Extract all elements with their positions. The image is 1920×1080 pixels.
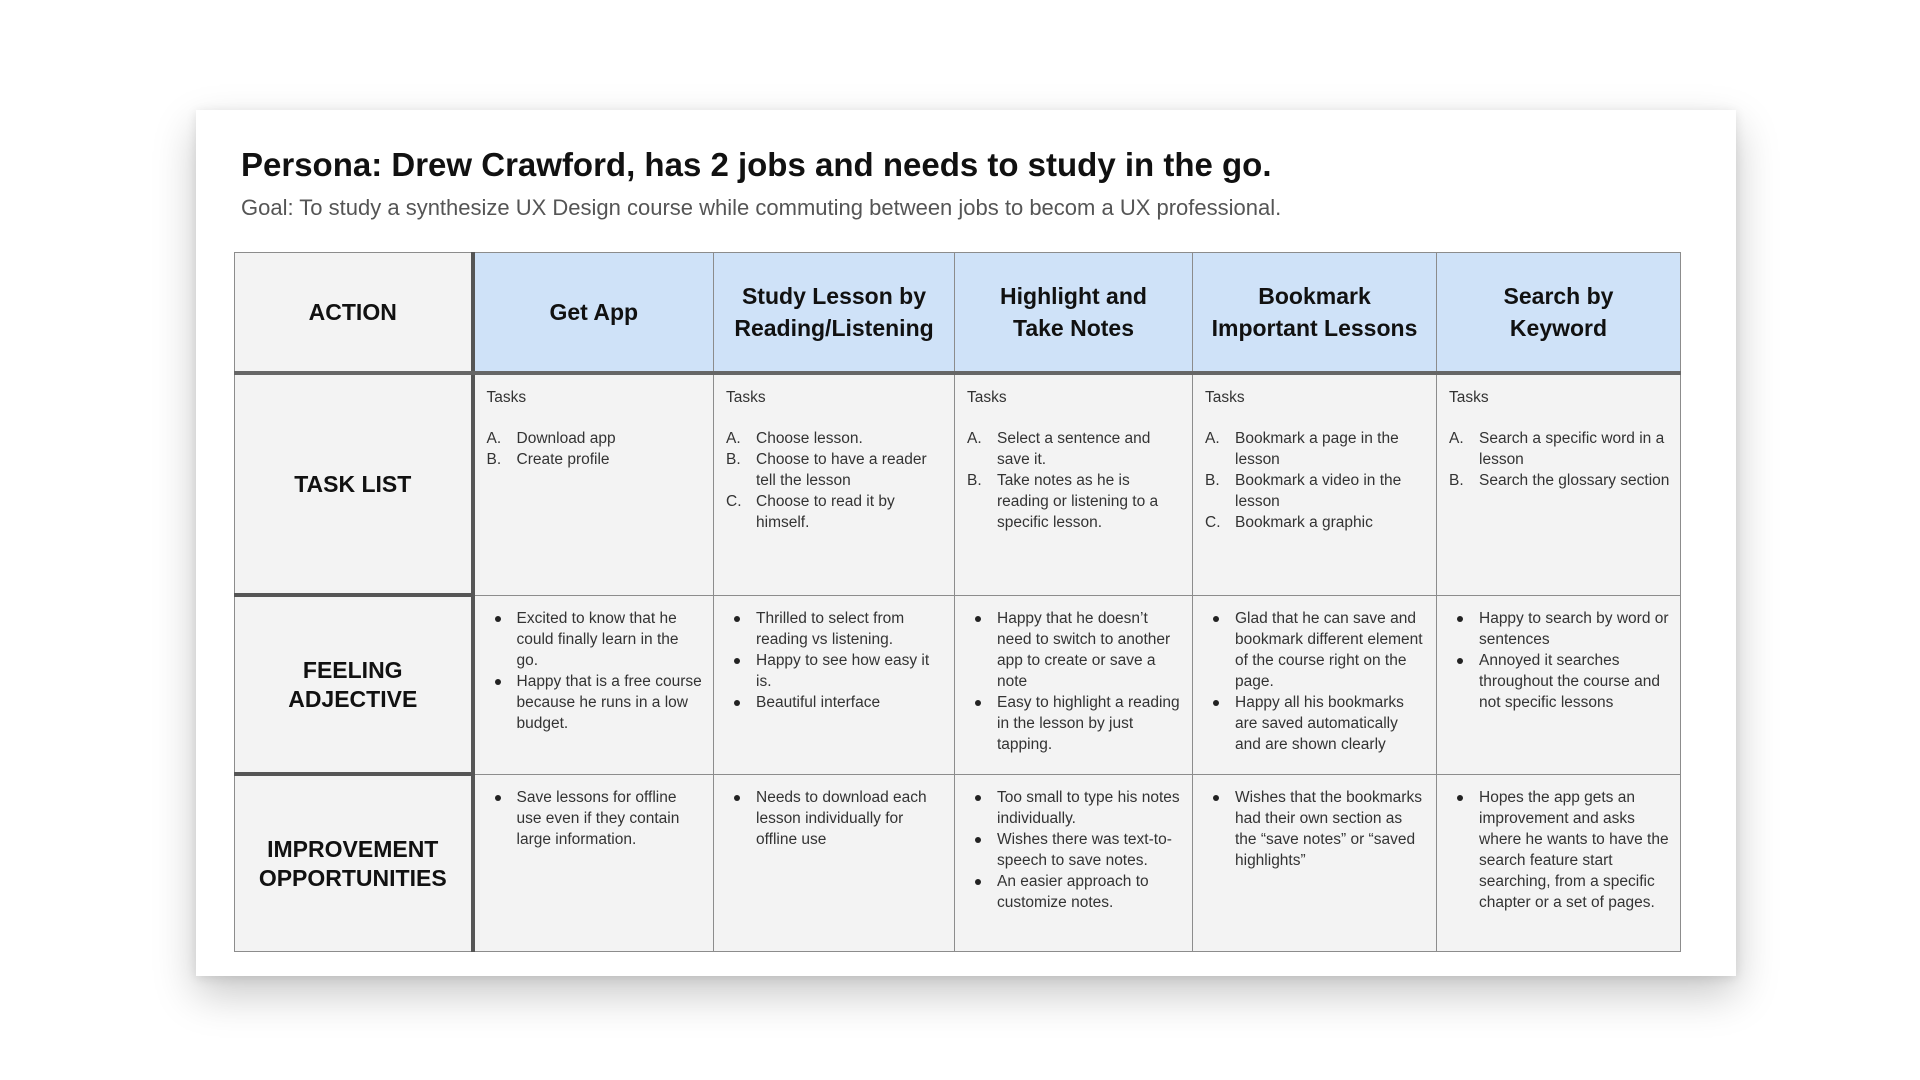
list-item [1205,512,1426,533]
list-marker: A. [726,430,741,447]
user-journey-table [234,252,1681,952]
feeling-list [1205,608,1426,755]
improvement-list [967,787,1182,913]
task-list [1449,428,1670,491]
list-item: Happy that is a free course because he runs in a low budget. [487,671,704,734]
row-label-line: OPPORTUNITIES [258,864,447,891]
task-list [726,428,944,533]
improvement-cell-highlight-notes [955,774,1193,952]
task-list [487,428,704,470]
list-item [967,428,1182,470]
list-item-text: Bookmark a page in the lesson [1235,430,1399,468]
feeling-cell-bookmark [1193,595,1437,774]
column-header-get-app [473,253,714,374]
list-item [1449,428,1670,470]
column-header-line: Keyword [1509,315,1608,341]
feeling-list [726,608,944,713]
list-item [726,428,944,449]
list-item [487,449,704,470]
list-item: Thrilled to select from reading vs listening. [726,608,944,650]
feeling-cell-get-app [473,595,714,774]
list-item [487,428,704,449]
list-marker: B. [726,451,741,468]
improvement-cell-bookmark [1193,774,1437,952]
task-list-row [235,373,1681,595]
list-item: Wishes that the bookmarks had their own section as the “save notes” or “saved highlights” [1205,787,1426,871]
list-marker: B. [486,451,502,468]
task-cell-get-app [473,373,714,595]
row-label-line: ADJECTIVE [288,685,418,712]
tasks-label: Tasks [726,389,766,406]
list-item [1205,428,1426,470]
list-item: Too small to type his notes individually. [967,787,1182,829]
improvement-cell-get-app [473,774,714,952]
list-item-text: Create profile [516,451,610,468]
task-list [1205,428,1426,533]
list-item: Happy all his bookmarks are saved automatically and are shown clearly [1205,692,1426,755]
task-cell-highlight-notes [955,373,1193,595]
list-item: Annoyed it searches throughout the course and not specific lessons [1449,650,1670,713]
column-header-bookmark [1193,253,1437,374]
list-item: Happy to see how easy it is. [726,650,944,692]
list-marker: B. [967,472,982,489]
column-header-study-lesson [714,253,955,374]
list-item [726,491,944,533]
list-item-text: Select a sentence and save it. [997,430,1151,468]
column-header-line: Search by [1503,283,1614,309]
tasks-label: Tasks [1449,389,1489,406]
list-item-text: Choose to read it by himself. [756,493,895,531]
column-header-line: Highlight and [1000,283,1147,309]
tasks-label: Tasks [1205,389,1245,406]
list-item: An easier approach to customize notes. [967,871,1182,913]
list-item-text: Bookmark a video in the lesson [1235,472,1402,510]
column-header-line: Get App [549,299,639,325]
list-item [967,470,1182,533]
list-item-text: Choose lesson. [756,430,863,447]
list-item-text: Search the glossary section [1479,472,1670,489]
improvement-cell-search [1437,774,1681,952]
journey-map-card [196,110,1736,976]
task-cell-study-lesson [714,373,955,595]
list-item-text: Search a specific word in a lesson [1479,430,1665,468]
improvement-list [726,787,944,850]
list-item: Save lessons for offline use even if they contain large information. [487,787,704,850]
list-item-text: Choose to have a reader tell the lesson [756,451,927,489]
list-item-text: Bookmark a graphic [1235,514,1373,531]
row-label-line: FEELING [302,656,403,683]
list-item: Excited to know that he could finally learn in the go. [487,608,704,671]
action-header: ACTION [235,253,473,374]
column-header-line: Bookmark [1258,283,1371,309]
list-marker: C. [1205,514,1221,531]
persona-title: Persona: Drew Crawford, has 2 jobs and needs to study in the go. [241,146,1272,183]
feeling-cell-highlight-notes [955,595,1193,774]
list-marker: B. [1205,472,1220,489]
improvement-list [487,787,704,850]
feeling-cell-study-lesson [714,595,955,774]
list-marker: A. [1449,430,1464,447]
task-cell-search [1437,373,1681,595]
list-item [726,449,944,491]
persona-goal: Goal: To study a synthesize UX Design course while commuting between jobs to becom a UX professional. [241,195,1282,220]
task-list [967,428,1182,533]
improvement-list [1449,787,1670,913]
list-item: Needs to download each lesson individually for offline use [726,787,944,850]
list-item: Happy that he doesn’t need to switch to another app to create or save a note [967,608,1182,692]
list-marker: C. [726,493,742,510]
list-item: Hopes the app gets an improvement and asks where he wants to have the search feature start searching, from a specific chapter or a set of pages. [1449,787,1670,913]
task-list-label: TASK LIST [235,373,473,595]
column-header-line: Reading/Listening [734,315,934,341]
list-item: Easy to highlight a reading in the lesson by just tapping. [967,692,1182,755]
tasks-label: Tasks [486,389,527,406]
list-item-text: Download app [516,430,616,447]
tasks-label: Tasks [967,389,1007,406]
list-item: Wishes there was text-to-speech to save notes. [967,829,1182,871]
improvement-cell-study-lesson [714,774,955,952]
feeling-list [967,608,1182,755]
feeling-cell-search [1437,595,1681,774]
header-row [235,253,1681,374]
column-header-line: Important Lessons [1211,315,1418,341]
list-item: Happy to search by word or sentences [1449,608,1670,650]
feeling-row [235,595,1681,774]
column-header-line: Take Notes [1012,315,1134,341]
list-item: Beautiful interface [726,692,944,713]
feeling-list [1449,608,1670,713]
list-item [1449,470,1670,491]
row-label-line: IMPROVEMENT [267,835,439,862]
improvement-opportunities-label [235,774,473,952]
list-item: Glad that he can save and bookmark different element of the course right on the page. [1205,608,1426,692]
feeling-adjective-label [235,595,473,774]
column-header-highlight-notes [955,253,1193,374]
improvement-list [1205,787,1426,871]
list-marker: A. [486,430,502,447]
list-marker: A. [967,430,982,447]
list-item-text: Take notes as he is reading or listening to a specific lesson. [997,472,1159,531]
list-item [1205,470,1426,512]
improvement-row [235,774,1681,952]
column-header-search [1437,253,1681,374]
list-marker: B. [1449,472,1464,489]
list-marker: A. [1205,430,1220,447]
column-header-line: Study Lesson by [741,283,927,309]
feeling-list [487,608,704,734]
task-cell-bookmark [1193,373,1437,595]
